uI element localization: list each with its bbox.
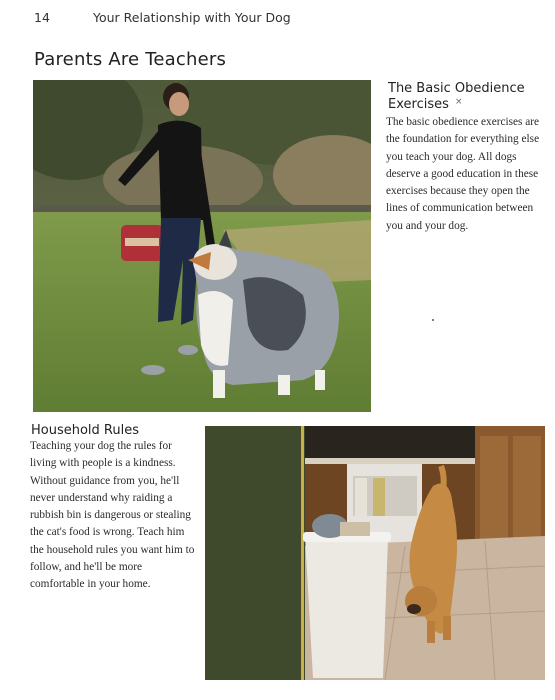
running-header: Your Relationship with Your Dog — [93, 10, 291, 25]
photo-woman-training-collie — [33, 80, 371, 412]
kitchen-photo-illustration — [205, 426, 545, 680]
section-title: Parents Are Teachers — [34, 49, 227, 70]
collie-photo-illustration — [33, 80, 371, 412]
obedience-heading: The Basic Obedience Exercises — [388, 81, 525, 112]
page-number: 14 — [34, 10, 50, 25]
stray-dot-decoration — [432, 319, 434, 321]
photo-dog-kitchen-bin — [205, 426, 545, 680]
household-paragraph: Teaching your dog the rules for living with people is a kindness. Without guidance from you, he'll never understand why raiding a rubbish bin is dangerous or stealing the cat's food is wrong. Teach him the household rules you want him to follow, and he'll be more comfortable in your home. — [30, 440, 195, 591]
obedience-paragraph: The basic obedience exercises are the foundation for everything else you teach your dog. All dogs deserve a good education in these exercises because they open the lines of communication between you and your dog. — [386, 116, 540, 232]
stray-mark-decoration: × — [455, 97, 463, 107]
household-heading: Household Rules — [31, 423, 139, 438]
